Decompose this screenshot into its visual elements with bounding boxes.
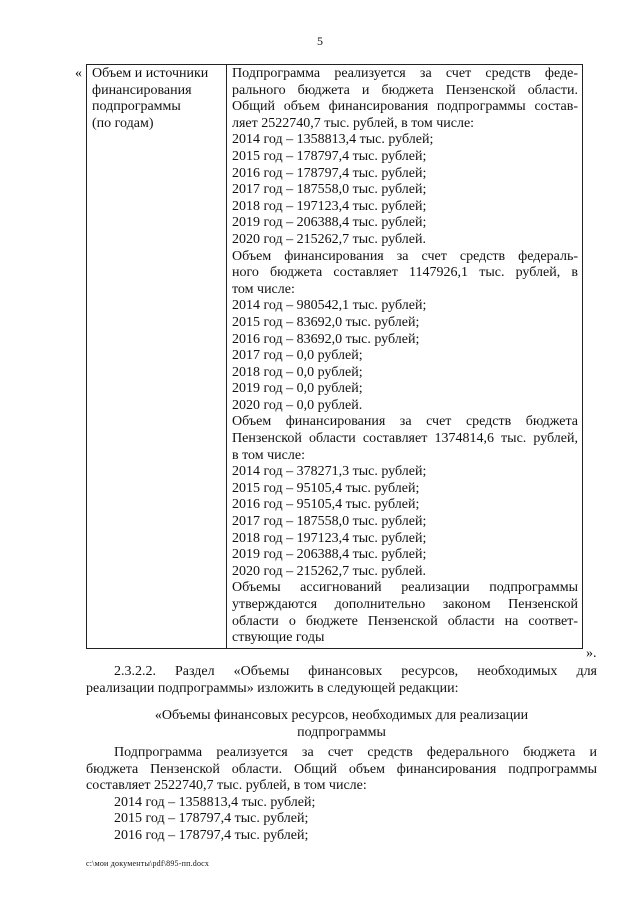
content-line: 2020 год – 0,0 рублей. bbox=[232, 397, 363, 413]
content-line: Пензенской области составляет 1374814,6 тыс. рублей, bbox=[232, 431, 578, 447]
content-line: 2017 год – 0,0 рублей; bbox=[232, 348, 363, 364]
amendment-paragraph bbox=[86, 664, 597, 697]
year-line: 2016 год – 178797,4 тыс. рублей; bbox=[114, 827, 309, 843]
paragraph-line: реализации подпрограммы» изложить в следующей редакции: bbox=[86, 680, 459, 696]
content-line: области о бюджете Пензенской области на соответ- bbox=[232, 613, 578, 629]
content-line: 2014 год – 980542,1 тыс. рублей; bbox=[232, 298, 427, 314]
paragraph-line: составляет 2522740,7 тыс. рублей, в том числе: bbox=[86, 778, 367, 794]
content-line: Объемы ассигнований реализации подпрограммы bbox=[232, 580, 578, 596]
content-line: 2019 год – 206388,4 тыс. рублей; bbox=[232, 215, 427, 231]
financing-table bbox=[86, 64, 583, 649]
content-line: 2018 год – 0,0 рублей; bbox=[232, 364, 363, 380]
table-content-cell bbox=[227, 65, 583, 649]
content-line: 2016 год – 178797,4 тыс. рублей; bbox=[232, 165, 427, 181]
section-heading bbox=[86, 708, 597, 741]
content-line: рального бюджета и бюджета Пензенской области. bbox=[232, 82, 578, 98]
closing-quote: ». bbox=[586, 646, 597, 661]
paragraph-line: 2.3.2.2. Раздел «Объемы финансовых ресурсов, необходимых для bbox=[114, 664, 597, 679]
content-line: 2015 год – 83692,0 тыс. рублей; bbox=[232, 314, 420, 330]
content-line: 2017 год – 187558,0 тыс. рублей; bbox=[232, 514, 427, 530]
file-path-footer: c:\мои документы\pdf\895-пп.docx bbox=[86, 859, 210, 868]
row-label-line: (по годам) bbox=[92, 115, 154, 131]
content-line: Подпрограмма реализуется за счет средств феде- bbox=[232, 66, 578, 81]
content-line: Объем финансирования за счет средств федераль- bbox=[232, 248, 578, 264]
content-line: 2019 год – 206388,4 тыс. рублей; bbox=[232, 547, 427, 563]
paragraph-line: бюджета Пензенской области. Общий объем финансирования подпрограммы bbox=[86, 761, 597, 777]
content-line: Объем финансирования за счет средств бюджета bbox=[232, 414, 578, 430]
content-line: ляет 2522740,7 тыс. рублей, в том числе: bbox=[232, 115, 475, 131]
table-header-cell bbox=[87, 65, 227, 649]
content-line: 2020 год – 215262,7 тыс. рублей. bbox=[232, 563, 426, 579]
row-label-line: финансирования bbox=[92, 82, 192, 98]
opening-quote: « bbox=[75, 66, 82, 81]
content-line: Общий объем финансирования подпрограммы состав- bbox=[232, 99, 578, 115]
table-row bbox=[87, 65, 583, 649]
content-line: 2015 год – 95105,4 тыс. рублей; bbox=[232, 480, 420, 496]
content-line: в том числе: bbox=[232, 447, 305, 463]
content-line: 2018 год – 197123,4 тыс. рублей; bbox=[232, 198, 427, 214]
content-line: 2019 год – 0,0 рублей; bbox=[232, 381, 363, 397]
content-line: утверждаются дополнительно законом Пензенской bbox=[232, 597, 578, 612]
heading-line: «Объемы финансовых ресурсов, необходимых для реализации bbox=[154, 708, 529, 723]
heading-line: подпрограммы bbox=[297, 724, 386, 740]
content-line: 2016 год – 83692,0 тыс. рублей; bbox=[232, 331, 420, 347]
page-number: 5 bbox=[317, 34, 323, 48]
content-line: 2014 год – 378271,3 тыс. рублей; bbox=[232, 464, 427, 480]
content-line: 2018 год – 197123,4 тыс. рублей; bbox=[232, 530, 427, 546]
content-line: 2014 год – 1358813,4 тыс. рублей; bbox=[232, 132, 434, 148]
content-line: ствующие годы bbox=[232, 630, 325, 646]
content-line: 2017 год – 187558,0 тыс. рублей; bbox=[232, 182, 427, 198]
content-line: 2015 год – 178797,4 тыс. рублей; bbox=[232, 148, 427, 164]
body-paragraph bbox=[86, 745, 597, 845]
year-line: 2014 год – 1358813,4 тыс. рублей; bbox=[114, 794, 316, 810]
row-label-line: Объем и источники bbox=[92, 66, 209, 81]
year-line: 2015 год – 178797,4 тыс. рублей; bbox=[114, 811, 309, 827]
content-line: 2020 год – 215262,7 тыс. рублей. bbox=[232, 231, 426, 247]
row-label-line: подпрограммы bbox=[92, 99, 181, 115]
content-line: 2016 год – 95105,4 тыс. рублей; bbox=[232, 497, 420, 513]
paragraph-line: Подпрограмма реализуется за счет средств федерального бюджета и bbox=[114, 745, 597, 760]
content-line: ного бюджета составляет 1147926,1 тыс. рублей, в bbox=[232, 265, 578, 281]
content-line: том числе: bbox=[232, 281, 295, 297]
